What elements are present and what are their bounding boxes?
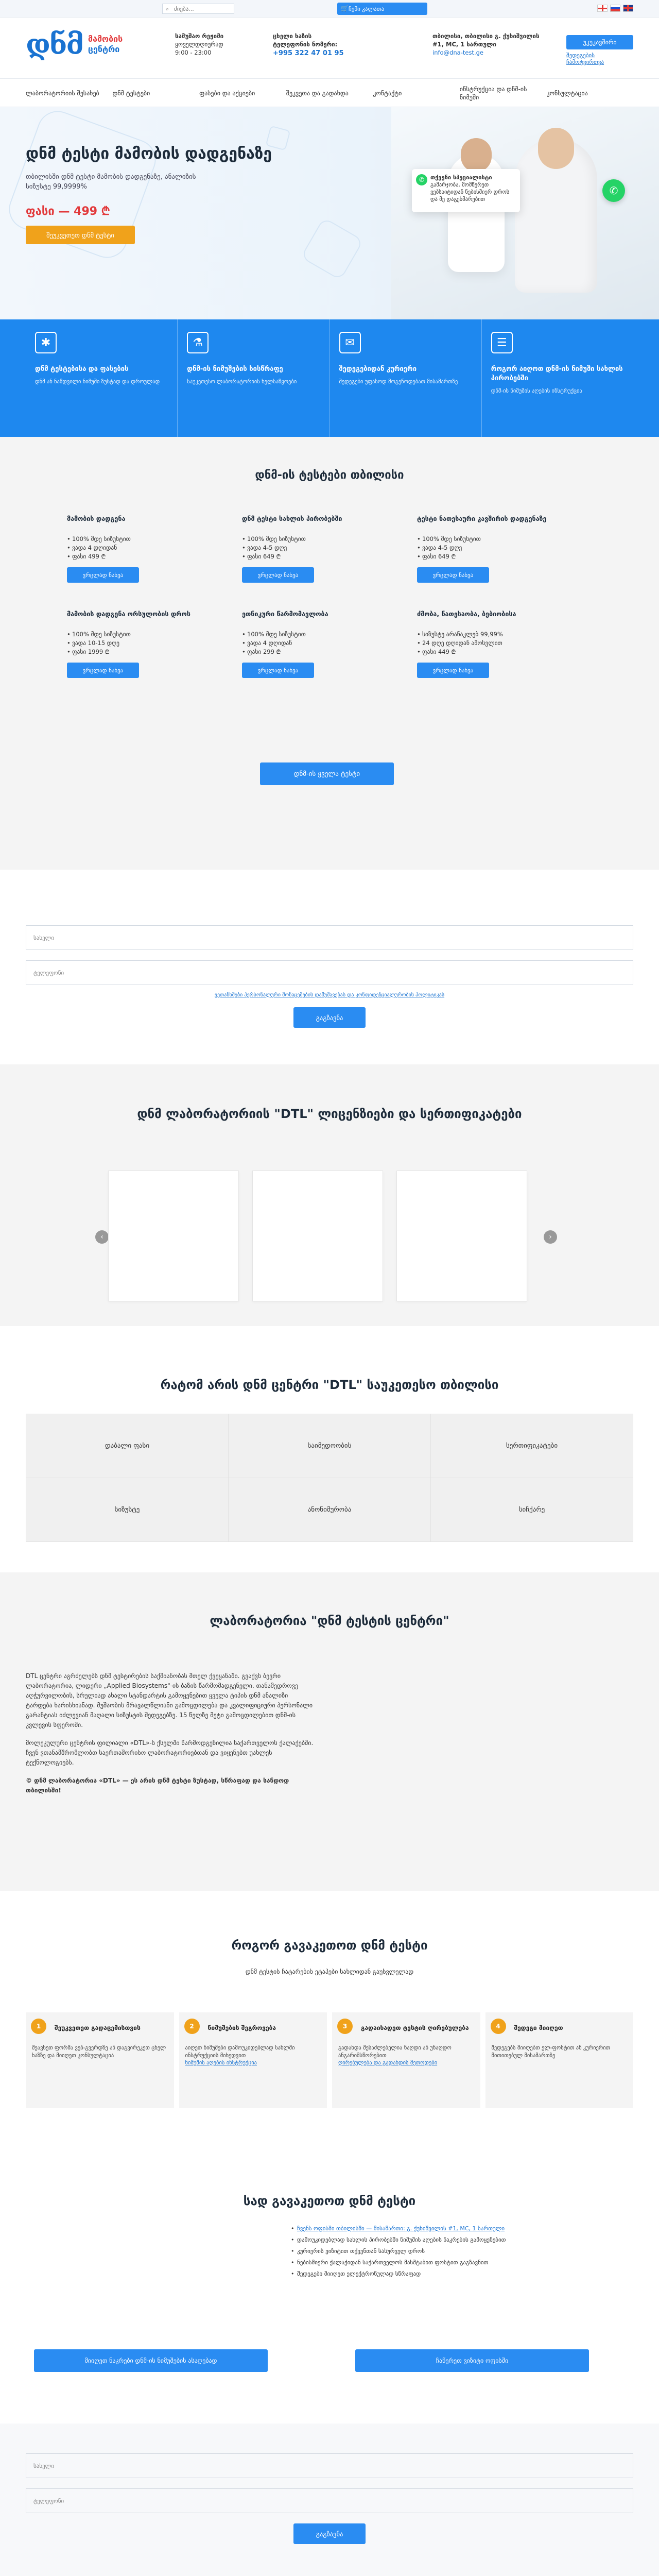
prices-section [0,437,659,870]
nav-item-about[interactable]: ლაბორატორიის შესახებ [26,90,99,97]
features-strip [0,319,659,437]
list-item: • კურიერის ვიზიტით თქვენთან სასურველ დროს [291,2247,579,2256]
logo-mark: დნმ [26,28,83,61]
license-image[interactable] [252,1171,383,1301]
about-text: DTL ცენტრი აგრძელებს დნმ ტესტირების საქმიანობას მთელ ქვეყანაში. გვაქვს ბევრი ლაბორატორია, ლიდერი „Applied Biosystems"-ის ბაზის წარმომადგენელი. თანამედროვე აღჭურვილობის, სრულიად ახალი სტანდარტის გამოყენებით ყველა ტიპის დნმ ანალიზი ტარდება ხარისხიანად. მუშაობის მრავალწლიანი გამოცდილება და კვალიფიციური პერსონალი გარანტიას იძლევიან მაღალი სიზუსტის შედეგებზე. 15 წელზე მეტი გამოცდილებით დნმ-ის კვლევის სფეროში. მოლეკულური ცენტრის ფილიალი «DTL»-ს ქსელში წარმოდგენილია საქართველოს ქალაქებში. ჩვენ ვთანამშრომლობთ საერთაშორისო ლაბორატორიებთან და ვიყენებთ უახლეს ტექნოლოგიებს. © დნმ ლაბორატორია «DTL» — ეს არის დნმ ტესტი ზუსტად, სწრაფად და სანდოდ თბილისში! [26,1672,314,1794]
nav-item-contact[interactable]: კონტაქტი [373,90,402,97]
consent-link[interactable]: ვეთანხმები პერსონალური მონაცემების დამუშავებას და კონფიდენციალურობის პოლიტიკას [214,992,445,998]
logo-text: მამობის ცენტრი [88,34,123,54]
where-section [0,2178,659,2424]
feature-item[interactable]: ⚗ დნმ-ის ნიმუშების სისწრაფე საუკეთესო ლაბორატორიის ხელსაწყოები [178,319,330,437]
site-logo[interactable] [26,25,152,64]
price-details-button[interactable]: ვრცლად ნახვა [67,567,139,583]
step-number: 1 [31,2019,46,2034]
about-section [0,1572,659,1891]
section-title: დნმ-ის ტესტები თბილისი [255,469,404,482]
nav-item-instructions[interactable]: ინსტრუქცია და დნმ-ის ნიმუში [459,86,527,101]
hero-subtitle: თბილისში დნმ ტესტი მამობის დადგენაზე, ანალიზის სიზუსტე 99,9999% [26,173,196,191]
slider-next-button[interactable]: › [544,1230,557,1244]
feature-item[interactable]: ✉ შედეგებიდან კურიერი შედეგები უფასოდ მოგეწოდებათ მისამართზე [330,319,482,437]
hero-title: დნმ ტესტი მამობის დადგენაზე [26,145,272,163]
price-details-button[interactable]: ვრცლად ნახვა [67,663,139,678]
step-link[interactable]: ნიმუშის აღების ინსტრუქცია [185,2060,257,2066]
advantages-grid [26,1414,633,1542]
name-field[interactable]: სახელი [26,925,633,950]
price-details-button[interactable]: ვრცლად ნახვა [417,663,489,678]
price-card: მამობის დადგენა ორსულობის დროს • 100% მდე სიზუსტით • ვადა 10-15 დღე • ფასი 1999 ₾ ვრცლად ნახვა [67,609,242,678]
nav-item-order[interactable]: შეკვეთა და გადახდა [286,90,349,97]
feature-item[interactable]: ✱ დნმ ტესტებისა და ფასების დნმ ან ნამდვილი ნიმუში ზუსტად და დროულად [26,319,178,437]
advantage-cell: საიმედოობის [229,1414,431,1478]
feature-item[interactable]: ☰ როგორ აიღოთ დნმ-ის ნიმუში სახლის პირობებში დნმ-ის ნიმუშის აღების ინსტრუქცია [482,319,633,437]
price-card: ტესტი ნათესაური კავშირის დადგენაზე • 100% მდე სიზუსტით • ვადა 4-5 დღე • ფასი 649 ₾ ვრცლად ნახვა [417,514,592,583]
checklist-icon: ☰ [491,332,513,353]
whatsapp-chat-button[interactable]: ✆ [602,179,625,202]
advantage-cell: ანონიმურობა [229,1478,431,1542]
dna-icon: ✱ [35,332,57,353]
advantage-cell: სიზუსტე [26,1478,229,1542]
order-dna-test-button[interactable]: შეუკვეთეთ დნმ ტესტი [26,226,135,244]
advantage-cell: სერთიფიკატები [431,1414,633,1478]
submit-button[interactable]: გაგზავნა [293,1007,366,1028]
working-hours: სამუშაო რეჟიმი ყოველდღიურად 9:00 - 23:00 [175,32,224,56]
hotline-phone-link[interactable]: +995 322 47 01 95 [273,49,344,57]
license-image[interactable] [108,1171,239,1301]
section-subtitle: დნმ ტესტის ჩატარების ეტაპები სახლიდან გაუსვლელად [245,1968,414,1975]
flag-en-icon[interactable] [623,5,633,12]
header [0,18,659,78]
where-list [291,2225,579,2281]
hero-person-father [515,138,597,293]
hero-content [26,144,314,244]
why-section [0,1326,659,1572]
whatsapp-icon: ✆ [416,174,427,185]
chat-message: გამარჯობა, მომწერეთ ვებსაიტიდან ნებისმიერ დროს და მე დაგეხმარებით [430,182,510,202]
step-number: 2 [184,2019,200,2034]
nav-item-prices[interactable]: ფასები და აქციები [199,90,255,97]
section-title: სად გავაკეთოთ დნმ ტესტი [243,2194,416,2208]
hero-price: ფასი — 499 ₾ [26,205,110,218]
results-download-link[interactable]: შედეგების ჩამოტვირთვა [566,52,604,65]
hotline: ცხელი ხაზის ტელეფონის ნომერი: +995 322 47 01 95 [273,32,355,58]
step-link[interactable]: ღირებულება და გადახდის მეთოდები [338,2060,438,2066]
section-title: დნმ ლაბორატორიის "DTL" ლიცენზიები და სერთიფიკატები [137,1107,522,1121]
search-icon: ⌕ [166,6,169,12]
email-link[interactable]: info@dna-test.ge [432,49,483,56]
price-card: ძმობა, ნათესაობა, ბებიობისა • სიზუსტე არანაკლებ 99,99% • 24 დღე დღიდან ამოსვლით • ფასი 449 ₾ ვრცლად ნახვა [417,609,592,678]
price-card: მამობის დადგენა • 100% მდე სიზუსტით • ვადა 4 დღიდან • ფასი 499 ₾ ვრცლად ნახვა [67,514,242,583]
price-card: დნმ ტესტი სახლის პირობებში • 100% მდე სიზუსტით • ვადა 4-5 დღე • ფასი 649 ₾ ვრცლად ნახვა [242,514,417,583]
advantage-cell: სიჩქარე [431,1478,633,1542]
step-card: 4 შედეგი მიიღეთ შედეგებს მიიღებთ ელ-ფოსტით ან კურიერით მითითებულ მისამართზე [485,2012,634,2108]
submit-button[interactable]: გაგზავნა [293,2523,366,2544]
bottom-contact-form [0,2424,659,2576]
step-number: 3 [337,2019,353,2034]
address-block: თბილისი, თბილისი გ. ქუხიშვილის #1, MC, 1 სართული info@dna-test.ge [432,32,540,56]
license-slider [108,1171,527,1301]
step-card: 2 ნიმუშების შეგროვება აიღეთ ნიმუშები დამოუკიდებლად სახლში ინსტრუქციის მიხედვით ნიმუშის აღების ინსტრუქცია [179,2012,327,2108]
book-visit-button[interactable]: ჩაწერეთ ვიზიტი ოფისში [355,2349,589,2372]
phone-field[interactable]: ტელეფონი [26,2488,633,2513]
main-nav [0,78,659,107]
all-tests-button[interactable]: დნმ-ის ყველა ტესტი [260,762,394,785]
contact-form [0,870,659,1064]
advantage-cell: დაბალი ფასი [26,1414,229,1478]
slider-prev-button[interactable]: ‹ [95,1230,109,1244]
steps-section [0,1891,659,2178]
section-title: ლაბორატორია "დნმ ტესტის ცენტრი" [210,1614,449,1628]
licenses-section [0,1064,659,1326]
steps-row [26,2012,633,2108]
price-grid [67,514,592,678]
phone-field[interactable]: ტელეფონი [26,960,633,985]
list-item: • დამოუკიდებლად სახლის პირობებში ნიმუშის აღების ნაკრების გამოყენებით [291,2236,579,2244]
list-item: • ჩვენს ოფისში თბილისში — მისამართი: გ. ქუხიშვილის #1, MC, 1 სართული [291,2225,579,2233]
nav-item-consultation[interactable]: კონსულტაცია [546,90,588,97]
section-title: რატომ არის დნმ ცენტრი "DTL" საუკეთესო თბილისი [160,1378,499,1392]
flag-ge-icon[interactable] [597,5,608,12]
price-details-button[interactable]: ვრცლად ნახვა [242,663,314,678]
top-bar [0,0,659,18]
price-card: ეთნიკური წარმომავლობა • 100% მდე სიზუსტით • ვადა 4 დღიდან • ფასი 299 ₾ ვრცლად ნახვა [242,609,417,678]
chat-popup[interactable] [412,169,520,212]
step-number: 4 [491,2019,506,2034]
callback-button[interactable]: უკუკავშირი [566,35,633,49]
name-field[interactable]: სახელი [26,2453,633,2478]
step-card: 3 გადაიხადეთ ტესტის ღირებულება გადახდა შესაძლებელია ნაღდი ან უნაღდო ანგარიშსწორებით ღირებულება და გადახდის მეთოდები [332,2012,480,2108]
lab-icon: ⚗ [187,332,209,353]
hero-banner [0,107,659,319]
cart-icon: 🛒 [341,5,349,12]
step-card: 1 შეუკვეთეთ გადაცემისთვის შეავსეთ ფორმა ვებ-გვერდზე ან დაგვირეკეთ ცხელ ხაზზე და მიიღეთ კონსულტაცია [26,2012,174,2108]
hero-photo [391,107,659,319]
cart-button[interactable]: 🛒 ჩემი კალათა [337,3,427,15]
list-item: • ნებისმიერი ქალაქიდან საქართველოს მასშტაბით ფოსტით გაგზავნით [291,2259,579,2267]
price-details-button[interactable]: ვრცლად ნახვა [242,567,314,583]
flag-ru-icon[interactable] [610,5,620,12]
price-details-button[interactable]: ვრცლად ნახვა [417,567,489,583]
section-title: როგორ გავაკეთოთ დნმ ტესტი [231,1938,428,1953]
license-image[interactable] [396,1171,527,1301]
search-input[interactable]: ⌕ ძიება... [162,4,234,14]
nav-item-dna-tests[interactable]: დნმ ტესტები [112,90,150,97]
language-switcher [597,5,633,12]
get-kit-button[interactable]: მიიღეთ ნაკრები დნმ-ის ნიმუშების ასაღებად [34,2349,268,2372]
list-item: • შედეგები მიიღეთ ელექტრონულად სწრაფად [291,2270,579,2278]
results-icon: ✉ [339,332,361,353]
chat-agent-name: თქვენი სპეციალისტი [430,174,492,181]
